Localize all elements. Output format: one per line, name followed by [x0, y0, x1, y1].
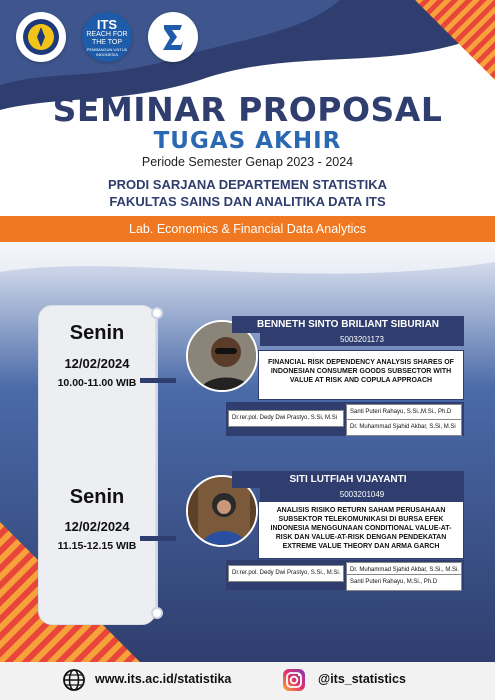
sigma-icon	[153, 17, 193, 57]
lab-banner: Lab. Economics & Financial Data Analytics	[0, 216, 495, 242]
crest-icon	[21, 17, 61, 57]
its-logo	[82, 12, 132, 62]
schedule-card	[38, 305, 156, 625]
department-line-1: PRODI SARJANA DEPARTEMEN STATISTIKA	[107, 177, 388, 192]
statistika-logo	[148, 12, 198, 62]
advisor-name-1: Dr. Muhammad Sjahid Akbar, S.Si., M.Si.	[346, 562, 462, 579]
timeline-dot	[151, 607, 163, 619]
period-text: Periode Semester Genap 2023 - 2024	[141, 155, 354, 169]
presenter-nim: 5003201173	[260, 333, 464, 346]
thesis-title: ANALISIS RISIKO RETURN SAHAM PERUSAHAAN SUBSEKTOR TELEKOMUNIKASI DI BURSA EFEK INDONESIA MENGGUNAAN CONDITIONAL VALUE-AT-RISK DAN VALUE-AT-RISK DENGAN PENDEKATAN EXTREME VALUE THEORY DAN ARMA GARCH	[258, 501, 464, 559]
session-time: 11.15-12.15 WIB	[57, 540, 137, 552]
its-logo-text: ITS	[96, 16, 118, 32]
presenter-name: BENNETH SINTO BRILIANT SIBURIAN	[232, 316, 464, 333]
page-subtitle: TUGAS AKHIR	[153, 128, 342, 154]
crest-logo	[16, 12, 66, 62]
globe-icon	[62, 668, 86, 692]
examiner-name: Dr.rer.pol. Dedy Dwi Prastyo, S.Si., M.Si.	[228, 565, 344, 582]
advisor-name-1: Santi Puteri Rahayu, S.Si.,M.Si., Ph.D	[346, 404, 462, 421]
session-day: Senin	[69, 486, 125, 508]
connector-bar	[140, 536, 176, 541]
advisor-name-2: Santi Puteri Rahayu, M.Si., Ph.D	[346, 574, 462, 591]
session-day: Senin	[69, 322, 125, 344]
logo-row	[16, 12, 198, 62]
thesis-title: FINANCIAL RISK DEPENDENCY ANALYSIS SHARES OF INDONESIAN CONSUMER GOODS SUBSECTOR WITH VALUE AT RISK AND COPULA APPROACH	[258, 350, 464, 400]
instagram-handle[interactable]: @its_statistics	[318, 672, 406, 686]
advisor-name-2: Dr. Muhammad Sjahid Akbar, S.Si, M.Si	[346, 419, 462, 436]
timeline-dot	[151, 307, 163, 319]
its-logo-slogan: REACH FOR THE TOP	[86, 30, 128, 46]
examiner-name: Dr.rer.pol. Dedy Dwi Prastyo, S.Si, M.Si	[228, 410, 344, 427]
session-date: 12/02/2024	[64, 519, 130, 534]
website-link[interactable]: www.its.ac.id/statistika	[95, 672, 232, 686]
timeline-line	[156, 313, 158, 613]
page-title: SEMINAR PROPOSAL	[52, 90, 443, 129]
stripe-decoration-top	[395, 0, 495, 100]
session-time: 10.00-11.00 WIB	[57, 377, 137, 389]
department-line-2: FAKULTAS SAINS DAN ANALITIKA DATA ITS	[109, 194, 386, 209]
connector-bar	[140, 378, 176, 383]
presenter-nim: 5003201049	[260, 488, 464, 501]
session-date: 12/02/2024	[64, 356, 130, 371]
instagram-icon	[282, 668, 306, 692]
department-text	[0, 176, 495, 210]
its-logo-motto: PEMBANGUN UNTUK INDONESIA	[86, 46, 128, 57]
presenter-name: SITI LUTFIAH VIJAYANTI	[232, 471, 464, 488]
